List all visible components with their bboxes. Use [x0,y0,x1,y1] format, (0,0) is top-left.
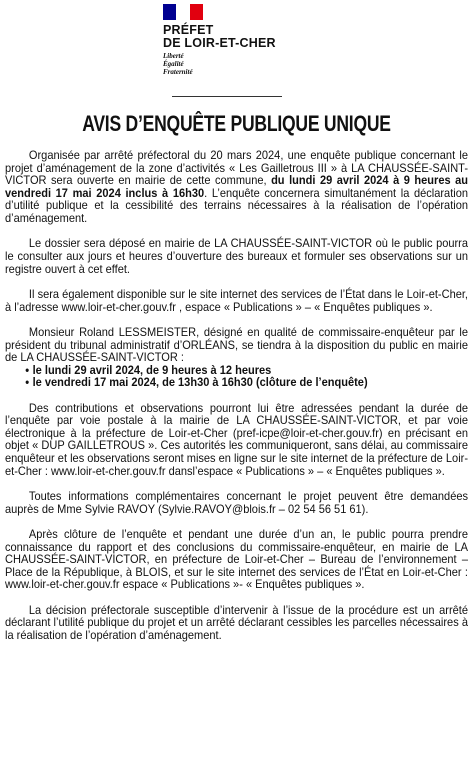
paragraph-contributions: Des contributions et observations pourront lui être adressées pendant la durée de l’enquête par voie postale à la mairie de LA CHAUSSÉE-SAINT-VICTOR, et par voie électronique à la préfecture de Loir-et-Cher (pref-icpe@loir-et-cher.gouv.fr) en précisant en objet « DUP GAILLETROUS ». Ces autorités les communiqueront, sans délai, au commissaire enquêteur et les observations seront mises en ligne sur le site internet de la préfecture de Loir-et-Cher : www.loir-et-cher.gouv.fr dansl’espace « Publications » – « Enquêtes publiques ». [5,400,469,478]
notice-body [5,149,468,654]
list-item: • le vendredi 17 mai 2024, de 13h30 à 16h30 (clôture de l’enquête) [33,376,468,389]
paragraph-after-closure: Après clôture de l’enquête et pendant une durée d’un an, le public pourra prendre connaissance du rapport et des conclusions du commissaire-enquêteur, en mairie de LA CHAUSSÉE-SAINT-VICTOR, en préfecture de Loir-et-Cher – Bureau de l’environnement – Place de la République, à BLOIS, et sur le site internet des services de l’État en Loir-et-Cher : www.loir-et-cher.gouv.fr espace « Publications »- « Enquêtes publiques ». [5,527,469,592]
paragraph-decision: La décision préfectorale susceptible d’intervenir à l’issue de la procédure est un arrêté déclarant l’utilité publique du projet et un arrêté déclarant cessibles les parcelles nécessaires à la réalisation de l’opération d’aménagement. [5,602,469,642]
republic-motto: Liberté Égalité Fraternité [163,52,193,76]
prefecture-name: PRÉFET DE LOIR-ET-CHER [163,23,276,50]
notice-title: AVIS D’ENQUÊTE PUBLIQUE UNIQUE [82,111,391,136]
paragraph-website: Il sera également disponible sur le site internet des services de l’État dans le Loir-et-Cher, à l’adresse www.loir-et-cher.gouv.fr , espace « Publications » – « Enquêtes publiques ». [5,286,469,314]
marianne-flag-icon [163,4,203,20]
permanence-dates-list [5,364,468,389]
paragraph-dossier: Le dossier sera déposé en mairie de LA CHAUSSÉE-SAINT-VICTOR où le public pourra le consulter aux jours et heures d’ouverture des bureaux et formuler ses observations sur un registre ouvert à cet effet. [5,236,469,276]
paragraph-information: Toutes informations complémentaires concernant le projet peuvent être demandées auprès de Mme Sylvie RAVOY (Sylvie.RAVOY@blois.fr – 02 54 56 51 61). [5,489,469,516]
enquiry-period: du lundi 29 avril 2024 à 9 heures au vendredi 17 mai 2024 inclus à 16h30 [5,173,469,200]
paragraph-commissioner: Monsieur Roland LESSMEISTER, désigné en qualité de commissaire-enquêteur par le président du tribunal administratif d’ORLÉANS, se tiendra à la disposition du public en mairie de LA CHAUSSÉE-SAINT-VICTOR : [5,324,469,365]
prefecture-header [163,4,323,76]
header-divider [172,96,282,97]
paragraph-opening: Organisée par arrêté préfectoral du 20 mars 2024, une enquête publique concernant le projet d’aménagement de la zone d’activités « Les Gailletrous III » à LA CHAUSSÉE-SAINT-VICTOR sera ouverte en mairie de cette commune, du lundi 29 avril 2024 à 9 heures au vendredi 17 mai 2024 inclus à 16h30. L’enquête concernera simultanément la déclaration d’utilité publique et la cessibilité des terrains nécessaires à la réalisation de l’opération d’aménagement. [5,148,469,225]
list-item: • le lundi 29 avril 2024, de 9 heures à 12 heures [33,364,468,377]
